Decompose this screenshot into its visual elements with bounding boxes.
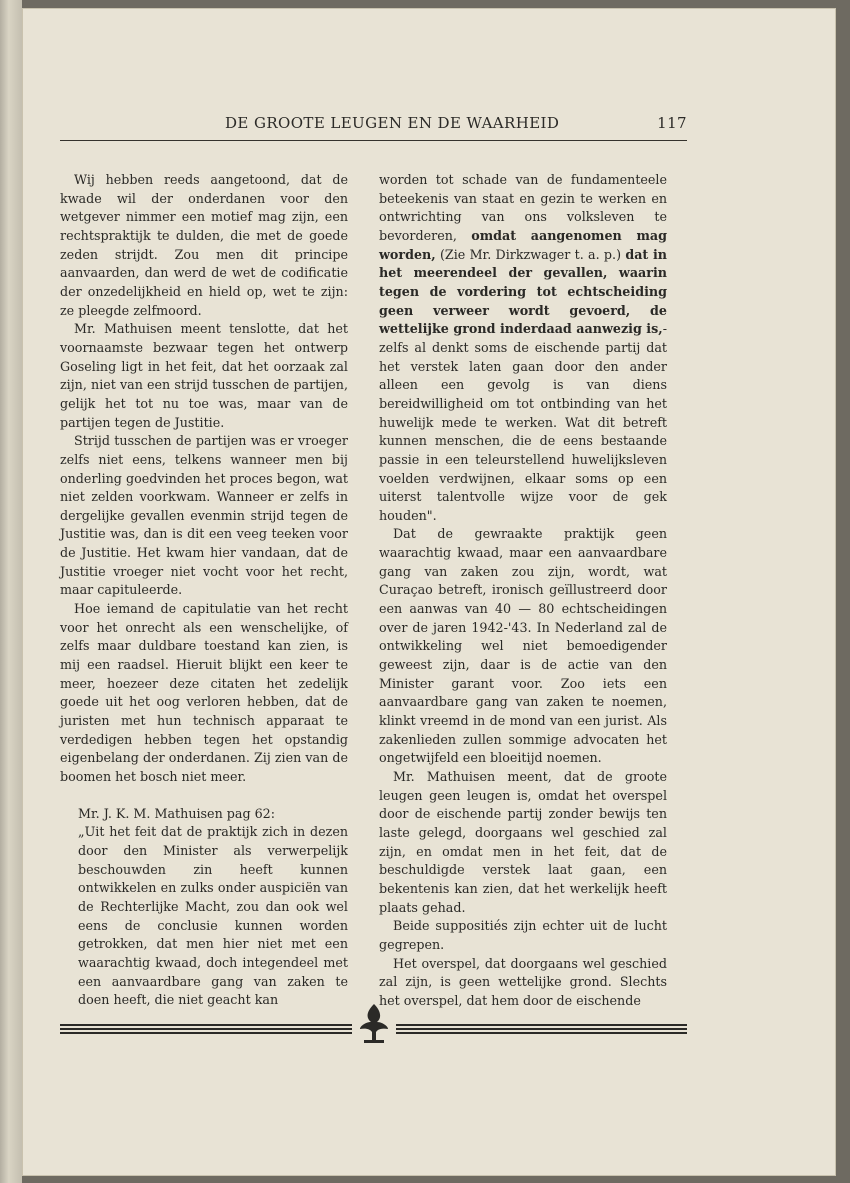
header-rule bbox=[60, 140, 687, 141]
paragraph: Strijd tusschen de partijen was er vroeger zelfs niet eens, telkens wanneer men bij onderling goedvinden het proces begon, wat niet zelden voorkwam. Wanneer er zelfs in dergelijke gevallen evenmin strijd tegen de Justitie was, dan is dit een veeg teeken voor de Justitie. Het kwam hier vandaan, dat de Justitie vroeger niet vocht voor het recht, maar capituleerde. bbox=[60, 433, 348, 598]
paragraph: Hoe iemand de capitulatie van het recht voor het onrecht als een wenschelijke, of zelfs maar duldbare toestand kan zien, is mij een raadsel. Hieruit blijkt een keer te meer, hoezeer deze citaten het zedelijk goede uit het oog verloren hebben, dat de juristen met hun technisch apparaat te verdedigen hebben tegen het opstandig eigenbelang der onderdanen. Zij zien van de boomen het bosch niet meer. bbox=[60, 601, 348, 784]
paragraph: Het overspel, dat doorgaans wel geschied zal zijn, is geen wettelijke grond. Slechts het overspel, dat hem door de eischende bbox=[379, 955, 667, 1008]
decorative-rule-with-flame bbox=[60, 998, 687, 1048]
running-header bbox=[60, 114, 687, 140]
quote-reference: (Zie Mr. Dirkzwager t. a. p.) bbox=[439, 246, 622, 262]
ornament-left-rules bbox=[60, 1024, 352, 1034]
quote-text-after-bold: - zelfs al denkt soms de eischende partij dat het verstek laten gaan door den ander alleen een gevolg is van diens bereidwilligheid om tot ontbinding van het huwelijk mede te werken. Wat dit betreft kunnen menschen, die de eens bestaande passie in een teleurstellend huwelijksleven voelden verdwijnen, elkaar soms op een uiterst talentvolle wijze voor de gek houden". bbox=[379, 321, 667, 523]
flame-icon bbox=[360, 1004, 388, 1043]
quote-bold-1: omdat aangenomen mag worden, bbox=[379, 227, 667, 262]
left-column bbox=[60, 171, 348, 1010]
quote-text-before-bold: worden tot schade van de fundamenteele beteekenis van staat en gezin te werken en ontwrichting van ons volksleven te bevorderen, bbox=[379, 172, 667, 243]
page-number: 117 bbox=[657, 114, 687, 132]
paragraph: Mr. Mathuisen meent tenslotte, dat het voornaamste bezwaar tegen het ontwerp Goseling ligt in het feit, dat het oorzaak zal zijn, niet van een strijd tusschen de partijen, gelijk het tot nu toe was, maar van de partijen tegen de Justitie. bbox=[60, 321, 348, 430]
paragraph: Beide suppositiés zijn echter uit de lucht gegrepen. bbox=[379, 918, 667, 952]
quote-bold-2: dat in het meerendeel der gevallen, waarin tegen de vordering tot echtscheiding geen verweer wordt gevoerd, de wettelijke grond inderdaad aanwezig is, bbox=[379, 246, 667, 337]
paragraph: Dat de gewraakte praktijk geen waarachtig kwaad, maar een aanvaardbare gang van zaken zou zijn, wordt, wat Curaçao betreft, ironisch geïllustreerd door een aanwas van 40 — 80 echtscheidingen over de jaren 1942-'43. In Nederland zal de ontwikkeling wel niet bemoedigender geweest zijn, daar is de actie van den Minister garant voor. Zoo iets een aanvaardbare gang van zaken te noemen, klinkt vreemd in de mond van een jurist. Als zakenlieden zullen sommige advocaten het ongetwijfeld een bloeitijd noemen. bbox=[379, 526, 667, 766]
right-column bbox=[379, 171, 667, 1011]
quote-heading: Mr. J. K. M. Mathuisen pag 62: bbox=[78, 805, 276, 821]
paragraph: Mr. Mathuisen meent, dat de groote leugen geen leugen is, omdat het overspel door de eischende partij zonder bewijs ten laste gelegd, doorgaans wel geschied zal zijn, en omdat men in het feit, dat de beschuldigde verstek laat gaan, een bekentenis kan zien, dat het werkelijk heeft plaats gehad. bbox=[379, 769, 667, 915]
ornament-right-rules bbox=[396, 1024, 687, 1034]
quote-continuation bbox=[379, 171, 667, 525]
running-title: DE GROOTE LEUGEN EN DE WAARHEID bbox=[225, 114, 560, 132]
book-binding-edge bbox=[0, 0, 22, 1183]
paragraph: Wij hebben reeds aangetoond, dat de kwade wil der onderdanen voor den wetgever nimmer een motief mag zijn, een rechtspraktijk te dulden, die met de goede zeden strijdt. Zou men dit principe aanvaarden, dan werd de wet de codificatie der onzedelijkheid en hield op, wet te zijn: ze pleegde zelfmoord. bbox=[60, 172, 348, 318]
quote-text: „Uit het feit dat de praktijk zich in dezen door den Minister als verwerpelijk beschouwden zin heeft kunnen ontwikkelen en zulks onder auspiciën van de Rechterlijke Macht, zou dan ook wel eens de conclusie kunnen worden getrokken, dat men hier niet met een waarachtig kwaad, doch integendeel met een aanvaardbare gang van zaken te doen heeft, die niet geacht kan bbox=[78, 824, 348, 1008]
